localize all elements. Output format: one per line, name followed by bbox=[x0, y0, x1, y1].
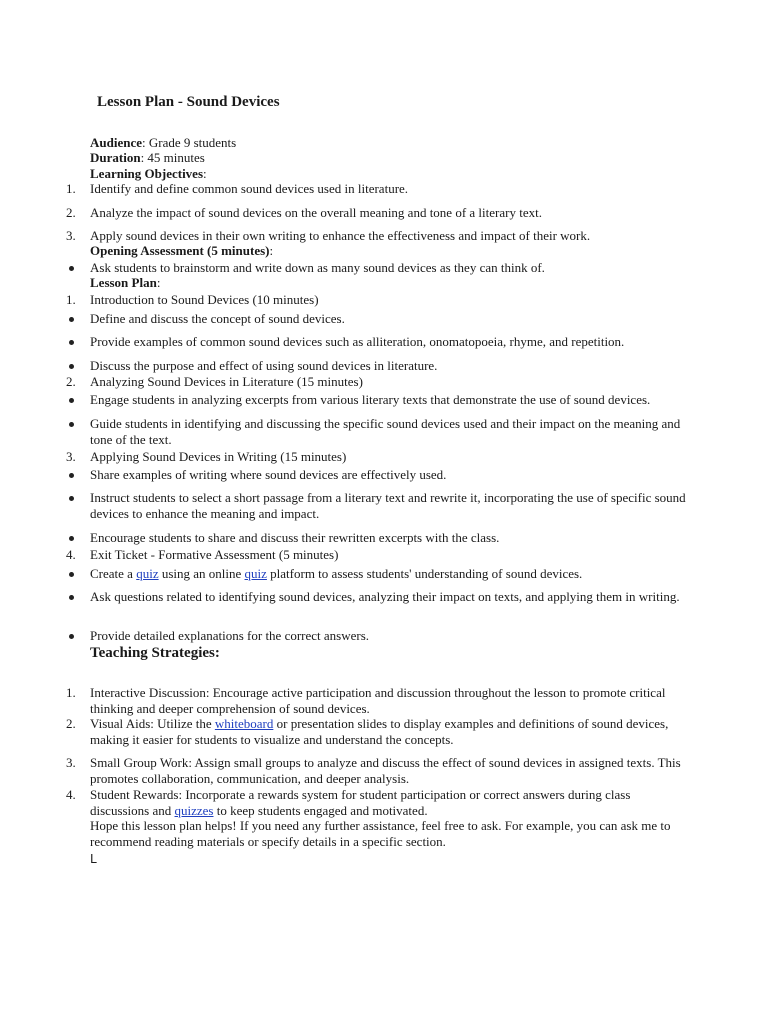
quiz-link[interactable]: quiz bbox=[136, 566, 159, 581]
list-item: Provide detailed explanations for the correct answers. bbox=[90, 628, 370, 643]
strategy-item: Small Group Work: Assign small groups to analyze and discuss the effect of sound devices in assigned texts. This promotes collaboration, communication, and deeper analysis. bbox=[90, 755, 681, 786]
duration-label: Duration bbox=[90, 150, 141, 165]
bullet-icon bbox=[69, 317, 74, 322]
closing-paragraph: Hope this lesson plan helps! If you need any further assistance, feel free to ask. For example, you can ask me to recommend reading materials or specify details in a specific section. bbox=[90, 818, 671, 849]
bullet-icon bbox=[69, 634, 74, 639]
list-number: 3. bbox=[66, 228, 76, 243]
audience-line bbox=[90, 135, 690, 151]
list-number: 1. bbox=[66, 685, 76, 700]
list-number: 2. bbox=[66, 374, 76, 389]
bullet-icon bbox=[69, 398, 74, 403]
objective-item: Analyze the impact of sound devices on the overall meaning and tone of a literary text. bbox=[90, 205, 542, 220]
list-item: Engage students in analyzing excerpts from various literary texts that demonstrate the use of sound devices. bbox=[90, 392, 651, 407]
list-item: Ask questions related to identifying sound devices, analyzing their impact on texts, and applying them in writing. bbox=[90, 589, 680, 604]
list-item: Guide students in identifying and discussing the specific sound devices used and their impact on the meaning and tone of the text. bbox=[90, 416, 681, 447]
duration-value: : 45 minutes bbox=[140, 150, 205, 165]
audience-label: Audience bbox=[90, 135, 142, 150]
bullet-icon bbox=[69, 536, 74, 541]
opening-label: Opening Assessment (5 minutes) bbox=[90, 243, 270, 258]
list-item: Encourage students to share and discuss their rewritten excerpts with the class. bbox=[90, 530, 500, 545]
list-number: 2. bbox=[66, 205, 76, 220]
lesson-plan-heading: Lesson Plan: bbox=[90, 275, 161, 290]
quiz-link[interactable]: quiz bbox=[244, 566, 267, 581]
audience-value: : Grade 9 students bbox=[142, 135, 237, 150]
section-title: Exit Ticket - Formative Assessment (5 minutes) bbox=[90, 547, 339, 562]
list-number: 2. bbox=[66, 716, 76, 731]
teaching-strategies-heading: Teaching Strategies: bbox=[90, 645, 220, 661]
list-number: 4. bbox=[66, 547, 76, 562]
page-title: Lesson Plan - Sound Devices bbox=[97, 94, 280, 110]
bullet-icon bbox=[69, 595, 74, 600]
list-item: Share examples of writing where sound devices are effectively used. bbox=[90, 467, 447, 482]
objective-item: Apply sound devices in their own writing to enhance the effectiveness and impact of their work. bbox=[90, 228, 591, 243]
list-number: 1. bbox=[66, 292, 76, 307]
section-title: Analyzing Sound Devices in Literature (15 minutes) bbox=[90, 374, 363, 389]
lesson-plan-label: Lesson Plan bbox=[90, 275, 157, 290]
list-item: Discuss the purpose and effect of using sound devices in literature. bbox=[90, 358, 438, 373]
strategy-item: Interactive Discussion: Encourage active participation and discussion throughout the lesson to promote critical thinking and deeper comprehension of sound devices. bbox=[90, 685, 666, 716]
bullet-icon bbox=[69, 473, 74, 478]
bullet-icon bbox=[69, 572, 74, 577]
bullet-icon bbox=[69, 340, 74, 345]
opening-heading: Opening Assessment (5 minutes): bbox=[90, 243, 274, 258]
quiz-list-item: Create a quiz using an online quiz platform to assess students' understanding of sound devices. bbox=[90, 566, 583, 581]
list-item: Define and discuss the concept of sound devices. bbox=[90, 311, 345, 326]
trailing-mark: L bbox=[90, 852, 97, 866]
bullet-icon bbox=[69, 496, 74, 501]
duration-line bbox=[90, 150, 690, 166]
list-number: 3. bbox=[66, 449, 76, 464]
list-number: 1. bbox=[66, 181, 76, 196]
whiteboard-link[interactable]: whiteboard bbox=[214, 716, 274, 731]
strategy-item: Visual Aids: Utilize the whiteboard or presentation slides to display examples and definitions of sound devices, making it easier for students to visualize and understand the concepts. bbox=[90, 716, 669, 747]
bullet-icon bbox=[69, 266, 74, 271]
opening-item: Ask students to brainstorm and write down as many sound devices as they can think of. bbox=[90, 260, 545, 275]
list-number: 3. bbox=[66, 755, 76, 770]
bullet-icon bbox=[69, 364, 74, 369]
quizzes-link[interactable]: quizzes bbox=[174, 803, 214, 818]
list-number: 4. bbox=[66, 787, 76, 802]
objectives-heading: Learning Objectives: bbox=[90, 166, 207, 181]
section-title: Introduction to Sound Devices (10 minutes) bbox=[90, 292, 319, 307]
objectives-label: Learning Objectives bbox=[90, 166, 204, 181]
list-item: Provide examples of common sound devices such as alliteration, onomatopoeia, rhyme, and repetition. bbox=[90, 334, 625, 349]
objective-item: Identify and define common sound devices used in literature. bbox=[90, 181, 409, 196]
section-title: Applying Sound Devices in Writing (15 minutes) bbox=[90, 449, 347, 464]
list-item: Instruct students to select a short passage from a literary text and rewrite it, incorporating the use of specific sound devices to enhance the meaning and impact. bbox=[90, 490, 686, 521]
bullet-icon bbox=[69, 422, 74, 427]
strategy-item: Student Rewards: Incorporate a rewards system for student participation or correct answers during class discussions and quizzes to keep students engaged and motivated. bbox=[90, 787, 631, 818]
